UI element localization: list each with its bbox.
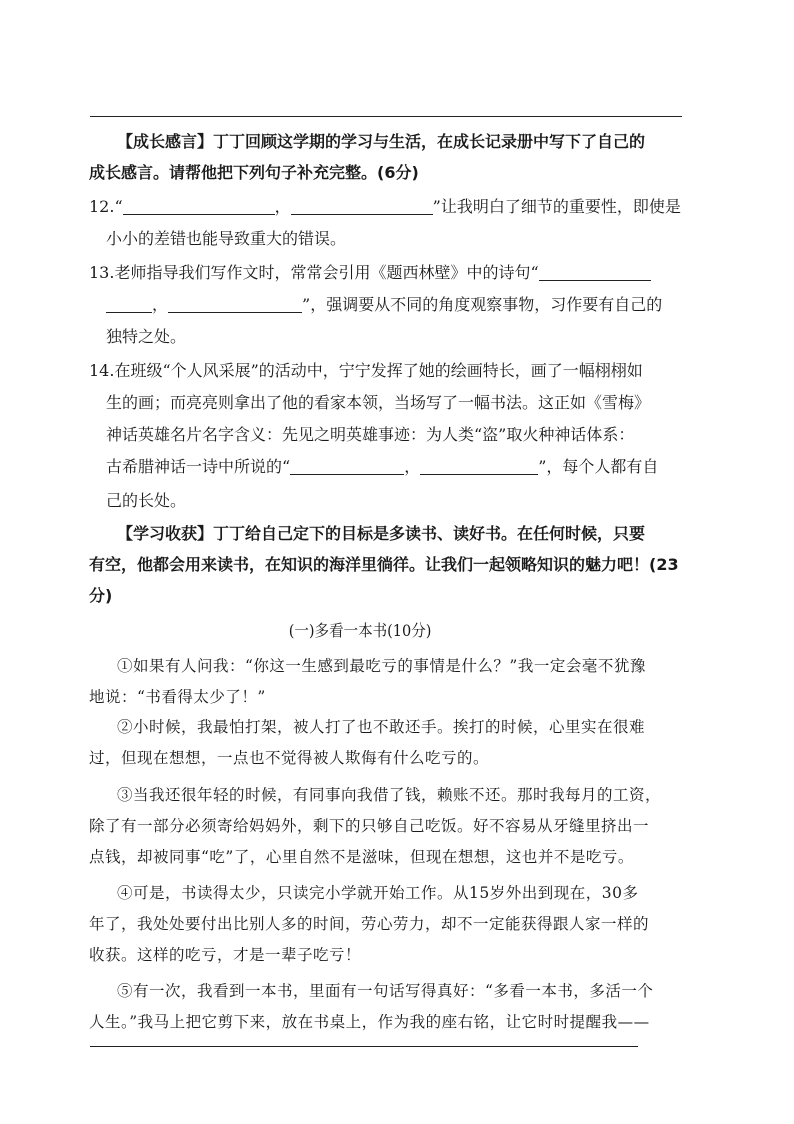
question-14-text-4: 古希腊神话一诗中所说的“: [106, 457, 291, 476]
question-14-blank-1[interactable]: [290, 458, 404, 475]
question-13-blank-1a[interactable]: [539, 264, 651, 281]
question-12-open-quote: “: [114, 197, 123, 216]
paragraph-1-line-1: ①如果有人问我：“你这一生感到最吃亏的事情是什么？”我一定会毫不犹豫: [117, 657, 646, 675]
reading-title: (一)多看一本书(10分): [288, 621, 432, 640]
bottom-rule: [90, 1046, 638, 1047]
top-rule: [90, 116, 682, 117]
question-13-line-2: [106, 294, 662, 316]
paragraph-5-line-1: ⑤有一次，我看到一本书，里面有一句话写得真好：“多看一本书，多活一个: [117, 982, 654, 1000]
question-12-line-2: 小小的差错也能导致重大的错误。: [106, 229, 347, 248]
paragraph-2-line-1: ②小时候，我最怕打架，被人打了也不敢还手。挨打的时候，心里实在很难: [117, 718, 646, 736]
question-12-comma: ，: [274, 197, 291, 216]
question-14-line-3: 神话英雄名片名字含义：先见之明英雄事迹：为人类“盗”取火种神话体系：: [106, 425, 635, 444]
paragraph-1-line-2: 地说：“书看得太少了！”: [89, 688, 266, 706]
question-14-comma: ，: [404, 457, 421, 476]
paragraph-4-line-1: ④可是，书读得太少，只读完小学就开始工作。从15岁外出到现在，30多: [117, 884, 639, 902]
growth-section-intro-line-1: 【成长感言】丁丁回顾这学期的学习与生活，在成长记录册中写下了自己的: [117, 132, 646, 151]
question-14-text-4b: ”，每个人都有自: [538, 457, 659, 476]
question-14-line-4: [106, 456, 658, 478]
question-14-blank-2[interactable]: [420, 458, 538, 475]
question-12-number: 12.: [89, 197, 115, 216]
question-12-text: ”让我明白了细节的重要性，即使是: [432, 197, 681, 216]
question-12-blank-2[interactable]: [291, 198, 433, 215]
question-14-line-2: 生的画；而亮亮则拿出了他的看家本领，当场写了一幅书法。这正如《雪梅》: [106, 393, 651, 412]
question-13: [89, 262, 651, 284]
question-14-line-5: 己的长处。: [106, 491, 187, 510]
paragraph-3-line-2: 除了有一部分必须寄给妈妈外，剩下的只够自己吃饭。好不容易从牙缝里挤出一: [89, 817, 650, 835]
paragraph-2-line-2: 过，但现在想想，一点也不觉得被人欺侮有什么吃亏的。: [89, 749, 490, 767]
question-13-blank-1b[interactable]: [106, 296, 152, 313]
learning-section-intro-line-1: 【学习收获】丁丁给自己定下的目标是多读书、读好书。在任何时候，只要: [117, 524, 646, 543]
paragraph-3-line-3: 点钱，却被同事“吃”了，心里自然不是滋味，但现在想想，这也并不是吃亏。: [89, 848, 634, 866]
paragraph-4-line-3: 收获。这样的吃亏，才是一辈子吃亏！: [89, 946, 362, 964]
learning-section-intro-line-3: 分): [89, 586, 113, 605]
paragraph-5-line-2: 人生。”我马上把它剪下来，放在书桌上，作为我的座右铭，让它时时提醒我——: [89, 1013, 650, 1031]
learning-section-intro-line-2: 有空，他都会用来读书，在知识的海洋里徜徉。让我们一起领略知识的魅力吧！(23: [89, 555, 679, 574]
question-14-line-1: 14.在班级“个人风采展”的活动中，宁宁发挥了她的绘画特长，画了一幅栩栩如: [89, 361, 643, 380]
paragraph-3-line-1: ③当我还很年轻的时候，有同事向我借了钱，赖账不还。那时我每月的工资，: [117, 786, 662, 804]
question-12: [89, 196, 681, 218]
paragraph-4-line-2: 年了，我处处要付出比别人多的时间，劳心劳力，却不一定能获得跟人家一样的: [89, 915, 650, 933]
question-12-blank-1[interactable]: [123, 198, 275, 215]
growth-section-intro-line-2: 成长感言。请帮他把下列句子补充完整。(6分): [89, 163, 419, 182]
question-13-blank-2[interactable]: [168, 296, 302, 313]
question-13-text-2: ”，强调要从不同的角度观察事物，习作要有自己的: [302, 295, 663, 314]
question-13-line-3: 独特之处。: [106, 327, 187, 346]
question-13-text: 13.老师指导我们写作文时，常常会引用《题西林壁》中的诗句“: [89, 263, 539, 282]
question-13-comma: ，: [152, 295, 169, 314]
